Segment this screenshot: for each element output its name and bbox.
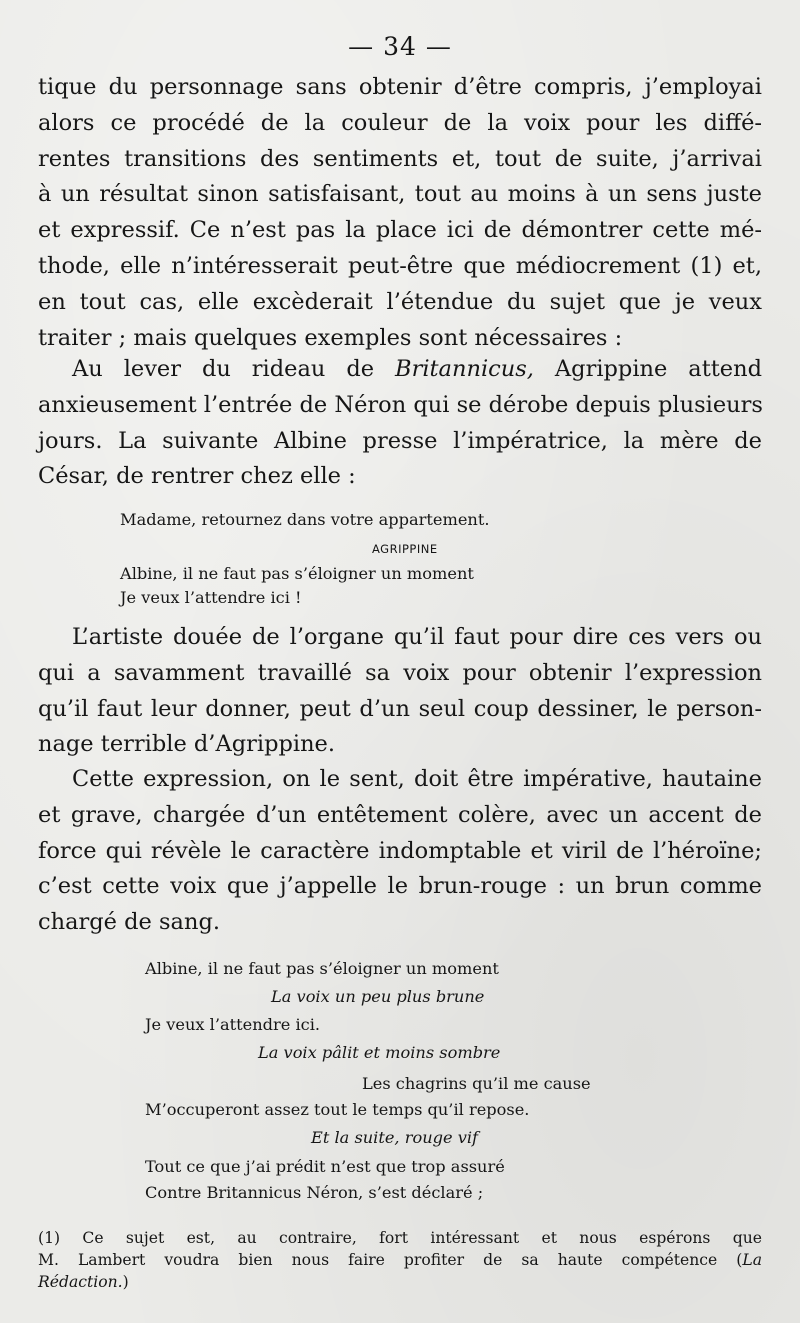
text-line: anxieusement l’entrée de Néron qui se dérobe depuis plusieurs — [38, 391, 763, 418]
verse-line: Tout ce que j’ai prédit n’est que trop assuré — [145, 1157, 505, 1176]
stage-note: La voix pâlit et moins sombre — [258, 1043, 501, 1062]
text-fragment: Rédaction. — [38, 1273, 123, 1291]
stage-note: La voix un peu plus brune — [271, 987, 485, 1006]
text-line: et grave, chargée d’un entêtement colère, avec un accent de — [38, 801, 762, 828]
paragraph-3 — [38, 620, 762, 763]
text-fragment: La — [742, 1251, 762, 1269]
footnote-line: (1) Ce sujet est, au contraire, fort intéressant et nous espérons que — [38, 1229, 762, 1247]
text-line: c’est cette voix que j’appelle le brun-rouge : un brun comme — [38, 873, 762, 900]
footnote-line — [38, 1249, 762, 1271]
text-fragment: M. Lambert voudra bien nous faire profiter de sa haute compétence ( — [38, 1251, 743, 1269]
text-line: L’artiste douée de l’organe qu’il faut pour dire ces vers ou — [72, 624, 762, 650]
text-line: et expressif. Ce n’est pas la place ici de démontrer cette mé- — [38, 217, 762, 244]
text-line: César, de rentrer chez elle : — [38, 463, 356, 490]
speaker-name: AGRIPPINE — [372, 542, 438, 556]
text-line: qui a savamment travaillé sa voix pour obtenir l’expression — [38, 659, 762, 686]
text-line: qu’il faut leur donner, peut d’un seul coup dessiner, le person- — [38, 695, 762, 722]
paragraph-2 — [38, 352, 762, 495]
verse-line: Madame, retournez dans votre appartement. — [120, 510, 490, 529]
verse-line: Je veux l’attendre ici ! — [120, 588, 302, 607]
page-number: — 34 — — [348, 32, 452, 61]
footnote — [38, 1227, 762, 1293]
text-line: tique du personnage sans obtenir d’être compris, j’employai — [38, 74, 762, 100]
play-title: Britannicus, — [395, 356, 534, 382]
stage-note: Et la suite, rouge vif — [311, 1128, 479, 1147]
text-line: force qui révèle le caractère indomptable et viril de l’héroïne; — [38, 837, 762, 864]
verse-line: M’occuperont assez tout le temps qu’il repose. — [145, 1100, 530, 1119]
text-line: à un résultat sinon satisfaisant, tout au moins à un sens juste — [38, 181, 762, 208]
verse-line: Les chagrins qu’il me cause — [362, 1074, 591, 1093]
text-line: Cette expression, on le sent, doit être impérative, hautaine — [72, 766, 762, 792]
text-line: chargé de sang. — [38, 909, 221, 936]
verse-line: Albine, il ne faut pas s’éloigner un moment — [120, 564, 474, 583]
verse-line: Je veux l’attendre ici. — [145, 1015, 321, 1034]
text-fragment: ) — [122, 1273, 129, 1291]
text-fragment: Agrippine attend — [554, 356, 762, 382]
paragraph-1 — [38, 70, 762, 356]
text-fragment: Au lever du rideau de — [72, 356, 375, 382]
verse-line: Albine, il ne faut pas s’éloigner un moment — [145, 959, 499, 978]
text-line: en tout cas, elle excèderait l’étendue du sujet que je veux — [38, 288, 762, 315]
verse-line: Contre Britannicus Néron, s’est déclaré ; — [145, 1183, 484, 1202]
text-line: rentes transitions des sentiments et, tout de suite, j’arrivai — [38, 145, 762, 172]
text-line — [38, 352, 762, 388]
text-line: nage terrible d’Agrippine. — [38, 731, 336, 758]
footnote-line — [38, 1271, 762, 1293]
text-line: traiter ; mais quelques exemples sont nécessaires : — [38, 324, 623, 351]
paragraph-4 — [38, 762, 762, 941]
text-line: jours. La suivante Albine presse l’impératrice, la mère de — [38, 427, 762, 454]
text-line: thode, elle n’intéresserait peut-être que médiocrement (1) et, — [38, 252, 762, 279]
text-line: alors ce procédé de la couleur de la voix pour les diffé- — [38, 109, 762, 136]
